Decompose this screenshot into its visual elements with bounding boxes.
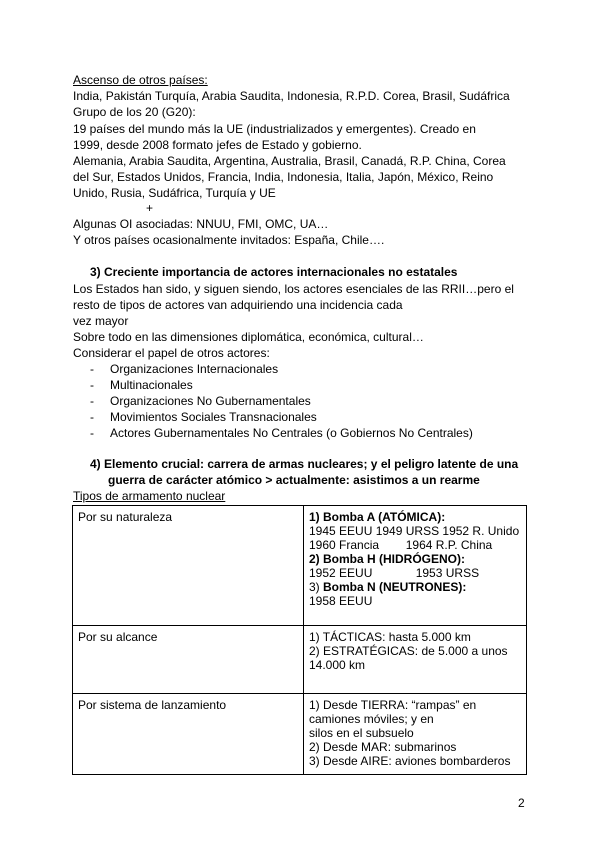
list-item <box>90 377 193 393</box>
table-cell-content <box>304 626 527 694</box>
bomb-h-line: 1952 EEUU 1953 URSS <box>309 566 480 580</box>
section-heading-4-continued: guerra de carácter atómico > actualmente: asistimos a un rearme <box>108 473 480 487</box>
table-cell-label: Por su naturaleza <box>73 506 304 626</box>
bullet-marker: - <box>90 362 94 376</box>
bomb-a-line: 1945 EEUU 1949 URSS 1952 R. Unido <box>309 524 520 538</box>
table-cell-label: Por sistema de lanzamiento <box>73 694 304 775</box>
bomb-h-title: 2) Bomba H (HIDRÓGENO): <box>309 552 465 566</box>
paragraph-line: 1999, desde 2008 formato jefes de Estado y gobierno. <box>73 138 362 152</box>
bomb-n-prefix: 3) <box>309 580 324 594</box>
paragraph-line: 19 países del mundo más la UE (industrializados y emergentes). Creado en <box>73 122 476 136</box>
list-item-label: Multinacionales <box>110 378 193 392</box>
paragraph-line: Grupo de los 20 (G20): <box>73 105 196 119</box>
table-row <box>73 506 527 626</box>
cell-line: 2) Desde MAR: submarinos <box>309 740 457 754</box>
table-cell-content <box>304 506 527 626</box>
cell-line: 3) Desde AIRE: aviones bombarderos <box>309 754 511 768</box>
table-cell-content <box>304 694 527 775</box>
paragraph-line: Y otros países ocasionalmente invitados: España, Chile…. <box>73 233 385 247</box>
cell-line: 14.000 km <box>309 658 366 672</box>
paragraph-line: India, Pakistán Turquía, Arabia Saudita, Indonesia, R.P.D. Corea, Brasil, Sudáfrica <box>73 89 510 103</box>
bullet-marker: - <box>90 378 94 392</box>
paragraph-line: Considerar el papel de otros actores: <box>73 346 270 360</box>
table-row <box>73 694 527 775</box>
nuclear-weapons-table <box>72 505 527 775</box>
table-row <box>73 626 527 694</box>
bomb-n-label: Bomba N (NEUTRONES): <box>323 580 467 594</box>
paragraph-line: Sobre todo en las dimensiones diplomática, económica, cultural… <box>73 330 424 344</box>
list-item-label: Actores Gubernamentales No Centrales (o Gobiernos No Centrales) <box>110 426 473 440</box>
paragraph-line: Unido, Rusia, Sudáfrica, Turquía y UE <box>73 186 276 200</box>
paragraph-line: vez mayor <box>73 314 129 328</box>
list-item-label: Organizaciones Internacionales <box>110 362 279 376</box>
cell-line: 2) ESTRATÉGICAS: de 5.000 a unos <box>309 644 508 658</box>
plus-sign: + <box>146 201 154 215</box>
list-item <box>90 393 311 409</box>
list-item <box>90 361 278 377</box>
section-heading-4: 4) Elemento crucial: carrera de armas nucleares; y el peligro latente de una <box>90 457 519 471</box>
section-heading-3: 3) Creciente importancia de actores internacionales no estatales <box>90 265 458 279</box>
list-item-label: Organizaciones No Gubernamentales <box>110 394 311 408</box>
table-cell-label: Por su alcance <box>73 626 304 694</box>
cell-line: camiones móviles; y en <box>309 712 434 726</box>
bullet-marker: - <box>90 394 94 408</box>
bullet-marker: - <box>90 410 94 424</box>
list-item-label: Movimientos Sociales Transnacionales <box>110 410 317 424</box>
bomb-n-title <box>309 580 521 594</box>
table-title: Tipos de armamento nuclear <box>73 489 226 503</box>
bomb-a-line: 1960 Francia 1964 R.P. China <box>309 538 493 552</box>
section-title-ascenso: Ascenso de otros países: <box>73 73 208 87</box>
paragraph-line: resto de tipos de actores van adquiriendo una incidencia cada <box>73 298 403 312</box>
bomb-a-title: 1) Bomba A (ATÓMICA): <box>309 510 446 524</box>
list-item <box>90 409 317 425</box>
list-item <box>90 425 473 441</box>
paragraph-line: Algunas OI asociadas: NNUU, FMI, OMC, UA… <box>73 217 329 231</box>
paragraph-line: Alemania, Arabia Saudita, Argentina, Australia, Brasil, Canadá, R.P. China, Corea <box>73 154 506 168</box>
bomb-n-line: 1958 EEUU <box>309 594 373 608</box>
bullet-marker: - <box>90 426 94 440</box>
paragraph-line: Los Estados han sido, y siguen siendo, los actores esenciales de las RRII…pero el <box>73 282 514 296</box>
cell-line: 1) TÁCTICAS: hasta 5.000 km <box>309 630 471 644</box>
page-number: 2 <box>518 796 525 810</box>
paragraph-line: del Sur, Estados Unidos, Francia, India, Indonesia, Italia, Japón, México, Reino <box>73 170 494 184</box>
cell-line: silos en el subsuelo <box>309 726 414 740</box>
cell-line: 1) Desde TIERRA: “rampas” en <box>309 698 477 712</box>
